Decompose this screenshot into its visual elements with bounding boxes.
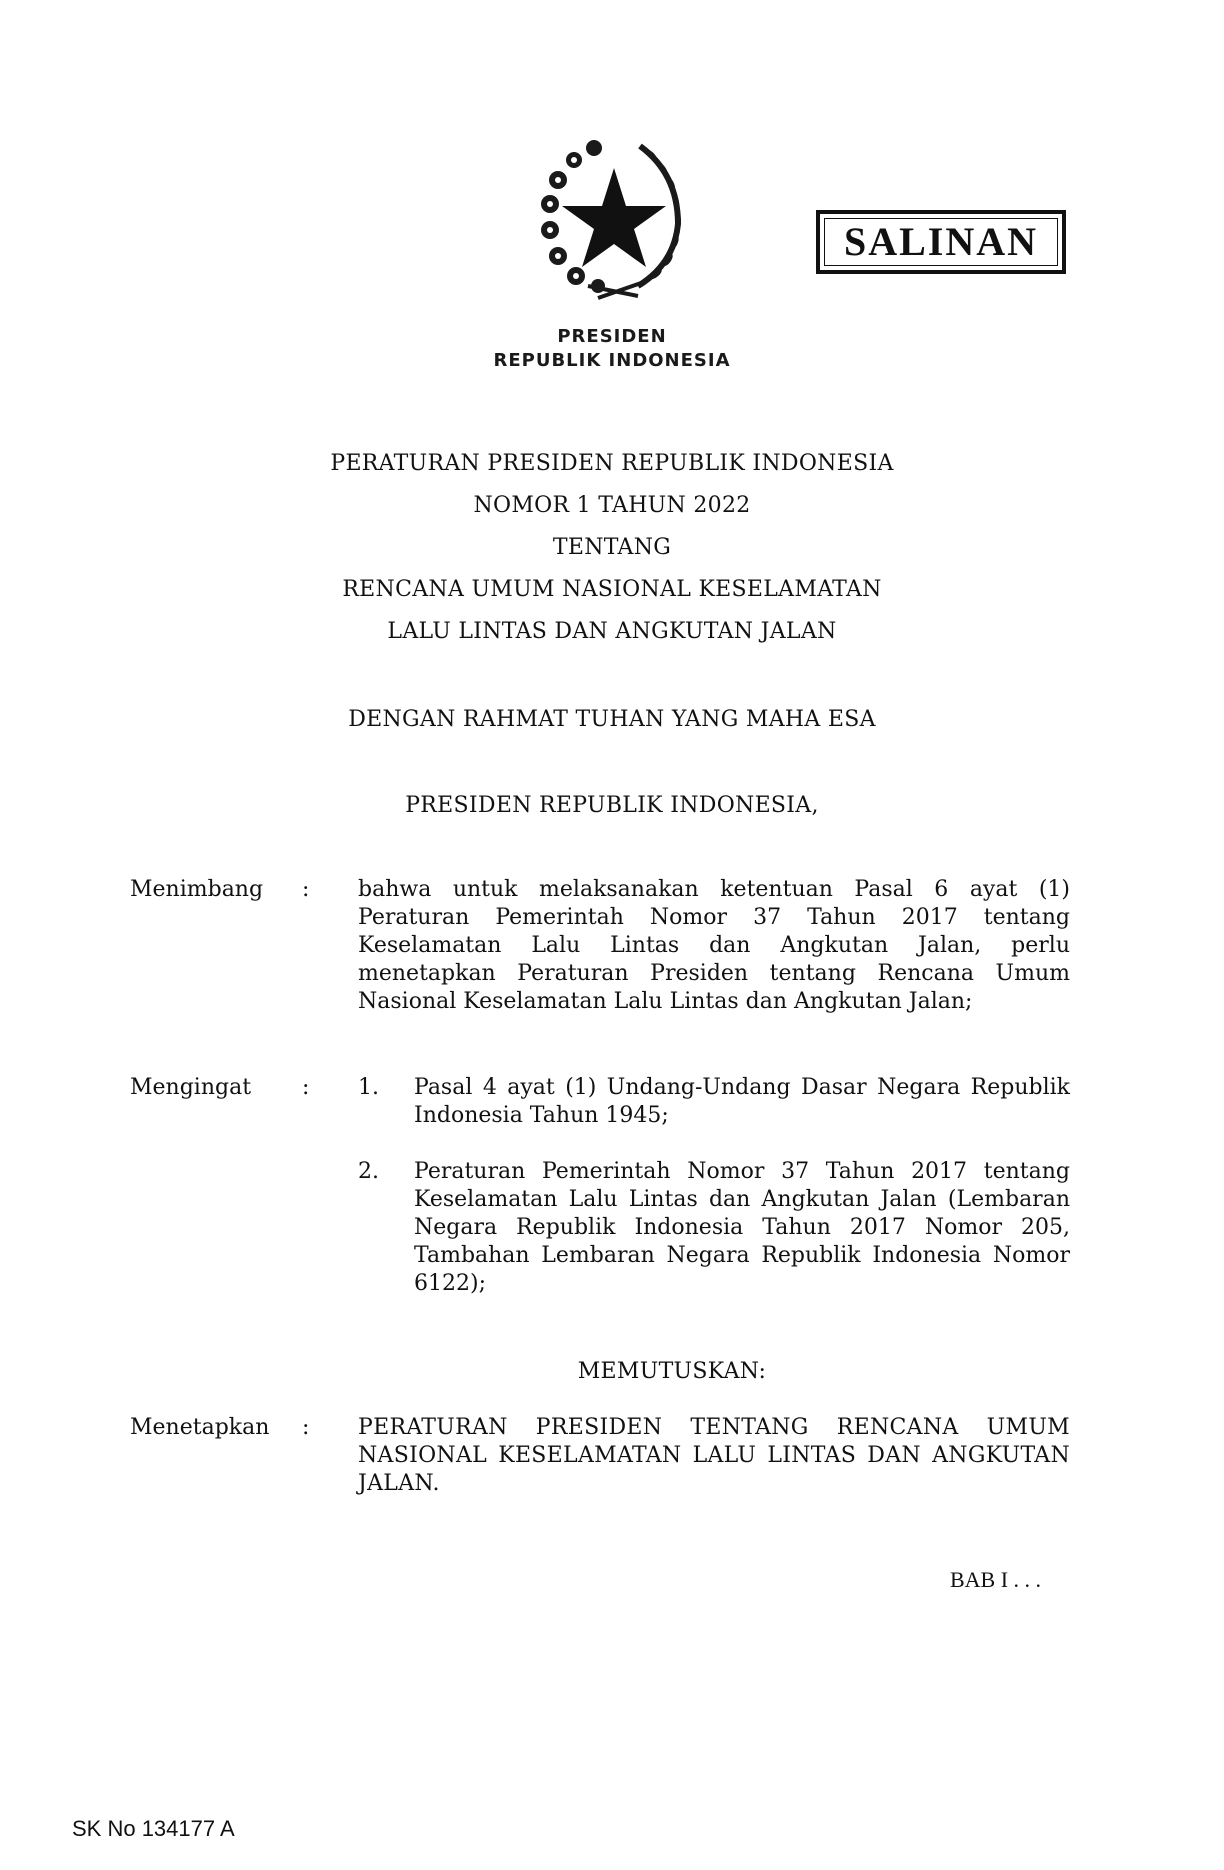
menetapkan-label: Menetapkan [130, 1415, 270, 1440]
menimbang-colon: : [302, 877, 310, 902]
sk-number: SK No 134177 A [72, 1816, 235, 1841]
title-line-3: TENTANG [552, 535, 672, 560]
salinan-stamp-text: SALINAN [843, 219, 1039, 264]
office-line-republic: REPUBLIK INDONESIA [493, 350, 731, 371]
title-line-1: PERATURAN PRESIDEN REPUBLIK INDONESIA [330, 451, 894, 476]
menimbang-text: bahwa untuk melaksanakan ketentuan Pasal 6 ayat (1) Peraturan Pemerintah Nomor 37 Tahun 2017 tentang Keselamatan Lalu Lintas dan Angkutan Jalan, perlu menetapkan Peraturan Presiden tentang Rencana Umum Nasional Keselamatan Lalu Lintas dan Angkutan Jalan; [358, 877, 1070, 1014]
mengingat-label: Mengingat [130, 1075, 252, 1100]
mengingat-item-2-text: Peraturan Pemerintah Nomor 37 Tahun 2017 tentang Keselamatan Lalu Lintas dan Angkutan Jalan (Lembaran Negara Republik Indonesia Tahun 2017 Nomor 205, Tambahan Lembaran Negara Republik Indonesia Nomor 6122); [414, 1159, 1070, 1296]
mengingat-item-1-text: Pasal 4 ayat (1) Undang-Undang Dasar Negara Republik Indonesia Tahun 1945; [414, 1075, 1070, 1128]
memutuskan-heading: MEMUTUSKAN: [577, 1359, 767, 1384]
mengingat-item-1-number: 1. [358, 1075, 379, 1100]
title-line-2: NOMOR 1 TAHUN 2022 [473, 493, 751, 518]
state-emblem-icon [528, 134, 696, 306]
menetapkan-text: PERATURAN PRESIDEN TENTANG RENCANA UMUM NASIONAL KESELAMATAN LALU LINTAS DAN ANGKUTAN JALAN. [358, 1415, 1070, 1496]
mengingat-item-2-number: 2. [358, 1159, 379, 1184]
preamble-line-1: DENGAN RAHMAT TUHAN YANG MAHA ESA [348, 707, 876, 732]
menetapkan-colon: : [302, 1415, 310, 1440]
menimbang-label: Menimbang [130, 877, 264, 902]
continuation-marker: BAB I . . . [950, 1567, 1042, 1592]
preamble-line-2: PRESIDEN REPUBLIK INDONESIA, [405, 793, 819, 818]
mengingat-colon: : [302, 1075, 310, 1100]
office-line-president: PRESIDEN [557, 326, 667, 347]
title-line-4: RENCANA UMUM NASIONAL KESELAMATAN [342, 577, 882, 602]
salinan-stamp [816, 210, 1066, 274]
title-line-5: LALU LINTAS DAN ANGKUTAN JALAN [387, 619, 837, 644]
